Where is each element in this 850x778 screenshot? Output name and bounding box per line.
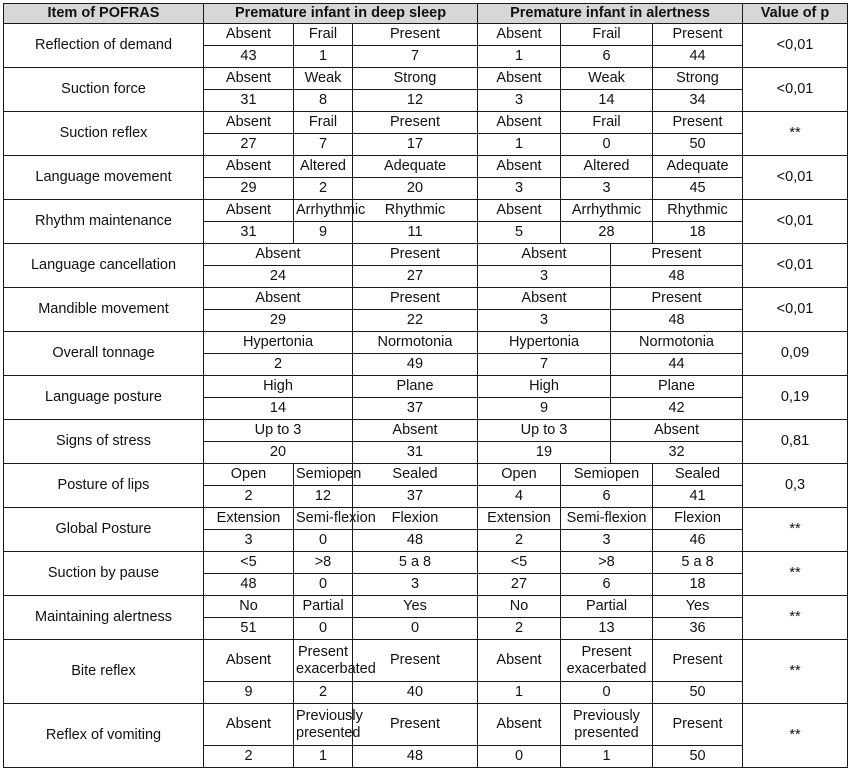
alert-value-cell: 36	[653, 618, 743, 640]
alert-category-cell: <5	[478, 552, 561, 574]
deep-value-cell: 20	[204, 442, 353, 464]
alert-category-cell: Up to 3	[478, 420, 611, 442]
deep-value-cell: 49	[353, 354, 478, 376]
deep-category-cell: Absent	[204, 704, 294, 746]
alert-value-cell: 18	[653, 574, 743, 596]
alert-value-cell: 32	[611, 442, 743, 464]
alert-category-cell: Absent	[478, 112, 561, 134]
row-item-label: Posture of lips	[4, 464, 204, 508]
deep-value-cell: 40	[353, 682, 478, 704]
alert-value-cell: 41	[653, 486, 743, 508]
alert-category-cell: Absent	[611, 420, 743, 442]
alert-value-cell: 7	[478, 354, 611, 376]
deep-value-cell: 11	[353, 222, 478, 244]
alert-value-cell: 1	[478, 682, 561, 704]
alert-category-cell: Adequate	[653, 156, 743, 178]
header-p-value: Value of p	[743, 4, 848, 24]
table-row-categories	[4, 112, 848, 134]
deep-category-cell: Present exacerbated	[294, 640, 353, 682]
row-item-label: Reflex of vomiting	[4, 704, 204, 768]
deep-category-cell: Yes	[353, 596, 478, 618]
alert-category-cell: Yes	[653, 596, 743, 618]
alert-value-cell: 42	[611, 398, 743, 420]
deep-category-cell: Rhythmic	[353, 200, 478, 222]
deep-category-cell: Partial	[294, 596, 353, 618]
row-p-value: 0,09	[743, 332, 848, 376]
deep-category-cell: Absent	[204, 68, 294, 90]
alert-category-cell: Absent	[478, 640, 561, 682]
deep-value-cell: 7	[353, 46, 478, 68]
deep-value-cell: 24	[204, 266, 353, 288]
deep-category-cell: Semiopen	[294, 464, 353, 486]
alert-value-cell: 44	[653, 46, 743, 68]
deep-category-cell: <5	[204, 552, 294, 574]
alert-value-cell: 3	[561, 530, 653, 552]
alert-category-cell: Plane	[611, 376, 743, 398]
table-row-categories	[4, 200, 848, 222]
row-item-label: Mandible movement	[4, 288, 204, 332]
row-p-value: <0,01	[743, 244, 848, 288]
row-item-label: Signs of stress	[4, 420, 204, 464]
deep-value-cell: 12	[353, 90, 478, 112]
deep-category-cell: Absent	[204, 288, 353, 310]
row-item-label: Global Posture	[4, 508, 204, 552]
table-row-categories	[4, 552, 848, 574]
alert-category-cell: Hypertonia	[478, 332, 611, 354]
row-p-value: <0,01	[743, 68, 848, 112]
deep-category-cell: Open	[204, 464, 294, 486]
deep-category-cell: Present	[353, 244, 478, 266]
alert-value-cell: 5	[478, 222, 561, 244]
alert-value-cell: 19	[478, 442, 611, 464]
deep-value-cell: 0	[353, 618, 478, 640]
alert-category-cell: >8	[561, 552, 653, 574]
deep-value-cell: 1	[294, 46, 353, 68]
alert-category-cell: Present	[653, 704, 743, 746]
row-p-value: 0,19	[743, 376, 848, 420]
row-p-value: <0,01	[743, 288, 848, 332]
deep-value-cell: 22	[353, 310, 478, 332]
alert-value-cell: 14	[561, 90, 653, 112]
deep-value-cell: 2	[204, 746, 294, 768]
deep-category-cell: Absent	[204, 112, 294, 134]
table-row-categories	[4, 68, 848, 90]
alert-category-cell: Absent	[478, 24, 561, 46]
row-item-label: Suction force	[4, 68, 204, 112]
alert-category-cell: Normotonia	[611, 332, 743, 354]
deep-value-cell: 7	[294, 134, 353, 156]
deep-value-cell: 0	[294, 574, 353, 596]
deep-category-cell: Weak	[294, 68, 353, 90]
table-row-categories	[4, 508, 848, 530]
row-p-value: 0,81	[743, 420, 848, 464]
alert-category-cell: Absent	[478, 156, 561, 178]
deep-category-cell: Absent	[353, 420, 478, 442]
row-p-value: 0,3	[743, 464, 848, 508]
alert-category-cell: Present	[653, 112, 743, 134]
alert-value-cell: 48	[611, 266, 743, 288]
deep-value-cell: 20	[353, 178, 478, 200]
alert-value-cell: 2	[478, 530, 561, 552]
deep-category-cell: Present	[353, 640, 478, 682]
deep-category-cell: Strong	[353, 68, 478, 90]
deep-value-cell: 8	[294, 90, 353, 112]
row-item-label: Bite reflex	[4, 640, 204, 704]
alert-category-cell: Absent	[478, 288, 611, 310]
row-item-label: Language movement	[4, 156, 204, 200]
alert-value-cell: 3	[478, 90, 561, 112]
row-item-label: Language posture	[4, 376, 204, 420]
alert-value-cell: 1	[478, 134, 561, 156]
row-p-value: <0,01	[743, 24, 848, 68]
deep-category-cell: Semi-flexion	[294, 508, 353, 530]
deep-category-cell: Normotonia	[353, 332, 478, 354]
deep-value-cell: 31	[204, 222, 294, 244]
row-p-value: <0,01	[743, 200, 848, 244]
deep-category-cell: Extension	[204, 508, 294, 530]
alert-value-cell: 27	[478, 574, 561, 596]
table-row-categories	[4, 640, 848, 682]
alert-value-cell: 0	[561, 134, 653, 156]
deep-category-cell: Altered	[294, 156, 353, 178]
row-item-label: Maintaining alertness	[4, 596, 204, 640]
alert-category-cell: Strong	[653, 68, 743, 90]
row-item-label: Overall tonnage	[4, 332, 204, 376]
alert-category-cell: Arrhythmic	[561, 200, 653, 222]
alert-value-cell: 45	[653, 178, 743, 200]
deep-category-cell: Present	[353, 704, 478, 746]
alert-value-cell: 3	[478, 178, 561, 200]
table-row-categories	[4, 420, 848, 442]
deep-value-cell: 48	[353, 530, 478, 552]
deep-value-cell: 1	[294, 746, 353, 768]
table-row-categories	[4, 704, 848, 746]
alert-category-cell: Absent	[478, 68, 561, 90]
row-item-label: Suction reflex	[4, 112, 204, 156]
table-body	[4, 24, 848, 768]
alert-value-cell: 1	[561, 746, 653, 768]
alert-value-cell: 9	[478, 398, 611, 420]
alert-value-cell: 44	[611, 354, 743, 376]
deep-value-cell: 3	[353, 574, 478, 596]
table-row-categories	[4, 244, 848, 266]
alert-category-cell: Absent	[478, 200, 561, 222]
alert-category-cell: High	[478, 376, 611, 398]
deep-category-cell: No	[204, 596, 294, 618]
deep-category-cell: Hypertonia	[204, 332, 353, 354]
alert-value-cell: 6	[561, 574, 653, 596]
alert-value-cell: 0	[561, 682, 653, 704]
deep-value-cell: 9	[294, 222, 353, 244]
deep-value-cell: 31	[353, 442, 478, 464]
alert-value-cell: 6	[561, 46, 653, 68]
deep-category-cell: Present	[353, 24, 478, 46]
alert-category-cell: Absent	[478, 704, 561, 746]
table-row-categories	[4, 376, 848, 398]
deep-value-cell: 48	[204, 574, 294, 596]
row-p-value: **	[743, 112, 848, 156]
alert-category-cell: Previously presented	[561, 704, 653, 746]
deep-category-cell: Flexion	[353, 508, 478, 530]
alert-category-cell: Semiopen	[561, 464, 653, 486]
deep-category-cell: Up to 3	[204, 420, 353, 442]
alert-value-cell: 50	[653, 682, 743, 704]
header-item: Item of POFRAS	[4, 4, 204, 24]
alert-value-cell: 0	[478, 746, 561, 768]
alert-value-cell: 50	[653, 134, 743, 156]
row-p-value: **	[743, 704, 848, 768]
deep-category-cell: >8	[294, 552, 353, 574]
alert-value-cell: 48	[611, 310, 743, 332]
alert-category-cell: Sealed	[653, 464, 743, 486]
row-item-label: Reflection of demand	[4, 24, 204, 68]
deep-value-cell: 2	[204, 354, 353, 376]
alert-value-cell: 3	[561, 178, 653, 200]
row-item-label: Language cancellation	[4, 244, 204, 288]
row-p-value: **	[743, 596, 848, 640]
deep-value-cell: 0	[294, 618, 353, 640]
row-item-label: Suction by pause	[4, 552, 204, 596]
deep-value-cell: 37	[353, 398, 478, 420]
alert-category-cell: Altered	[561, 156, 653, 178]
deep-category-cell: Absent	[204, 156, 294, 178]
row-p-value: **	[743, 640, 848, 704]
deep-category-cell: 5 a 8	[353, 552, 478, 574]
alert-category-cell: Open	[478, 464, 561, 486]
row-p-value: **	[743, 552, 848, 596]
deep-value-cell: 27	[204, 134, 294, 156]
header-deep-sleep: Premature infant in deep sleep	[204, 4, 478, 24]
alert-category-cell: Absent	[478, 244, 611, 266]
alert-value-cell: 3	[478, 266, 611, 288]
deep-category-cell: Frail	[294, 112, 353, 134]
header-alertness: Premature infant in alertness	[478, 4, 743, 24]
deep-category-cell: Absent	[204, 640, 294, 682]
alert-category-cell: Present	[653, 640, 743, 682]
deep-value-cell: 3	[204, 530, 294, 552]
pofras-table	[3, 3, 848, 768]
alert-value-cell: 46	[653, 530, 743, 552]
row-p-value: **	[743, 508, 848, 552]
alert-value-cell: 4	[478, 486, 561, 508]
alert-category-cell: Frail	[561, 112, 653, 134]
alert-value-cell: 3	[478, 310, 611, 332]
deep-category-cell: Absent	[204, 200, 294, 222]
alert-value-cell: 34	[653, 90, 743, 112]
alert-category-cell: Present	[653, 24, 743, 46]
deep-category-cell: Frail	[294, 24, 353, 46]
alert-category-cell: Present	[611, 244, 743, 266]
deep-category-cell: Arrhythmic	[294, 200, 353, 222]
deep-category-cell: Absent	[204, 24, 294, 46]
table-row-categories	[4, 596, 848, 618]
alert-category-cell: No	[478, 596, 561, 618]
alert-value-cell: 18	[653, 222, 743, 244]
alert-value-cell: 50	[653, 746, 743, 768]
table-row-categories	[4, 464, 848, 486]
table-row-categories	[4, 332, 848, 354]
table-row-categories	[4, 288, 848, 310]
deep-value-cell: 9	[204, 682, 294, 704]
deep-category-cell: Previously presented	[294, 704, 353, 746]
deep-value-cell: 29	[204, 310, 353, 332]
deep-category-cell: Sealed	[353, 464, 478, 486]
alert-category-cell: Present exacerbated	[561, 640, 653, 682]
deep-category-cell: High	[204, 376, 353, 398]
header-row	[4, 4, 848, 24]
deep-category-cell: Present	[353, 112, 478, 134]
alert-category-cell: Extension	[478, 508, 561, 530]
alert-category-cell: Rhythmic	[653, 200, 743, 222]
deep-value-cell: 43	[204, 46, 294, 68]
alert-category-cell: Frail	[561, 24, 653, 46]
deep-category-cell: Adequate	[353, 156, 478, 178]
deep-value-cell: 27	[353, 266, 478, 288]
deep-value-cell: 51	[204, 618, 294, 640]
deep-value-cell: 2	[204, 486, 294, 508]
alert-value-cell: 2	[478, 618, 561, 640]
deep-value-cell: 48	[353, 746, 478, 768]
deep-value-cell: 12	[294, 486, 353, 508]
row-p-value: <0,01	[743, 156, 848, 200]
deep-category-cell: Plane	[353, 376, 478, 398]
alert-category-cell: Partial	[561, 596, 653, 618]
alert-category-cell: Semi-flexion	[561, 508, 653, 530]
alert-category-cell: Flexion	[653, 508, 743, 530]
alert-category-cell: Weak	[561, 68, 653, 90]
deep-value-cell: 0	[294, 530, 353, 552]
table-row-categories	[4, 24, 848, 46]
alert-value-cell: 1	[478, 46, 561, 68]
deep-value-cell: 2	[294, 682, 353, 704]
alert-category-cell: 5 a 8	[653, 552, 743, 574]
deep-value-cell: 14	[204, 398, 353, 420]
deep-value-cell: 2	[294, 178, 353, 200]
alert-value-cell: 13	[561, 618, 653, 640]
alert-value-cell: 28	[561, 222, 653, 244]
alert-category-cell: Present	[611, 288, 743, 310]
deep-category-cell: Absent	[204, 244, 353, 266]
deep-value-cell: 17	[353, 134, 478, 156]
deep-value-cell: 37	[353, 486, 478, 508]
alert-value-cell: 6	[561, 486, 653, 508]
deep-category-cell: Present	[353, 288, 478, 310]
table-row-categories	[4, 156, 848, 178]
row-item-label: Rhythm maintenance	[4, 200, 204, 244]
deep-value-cell: 29	[204, 178, 294, 200]
deep-value-cell: 31	[204, 90, 294, 112]
